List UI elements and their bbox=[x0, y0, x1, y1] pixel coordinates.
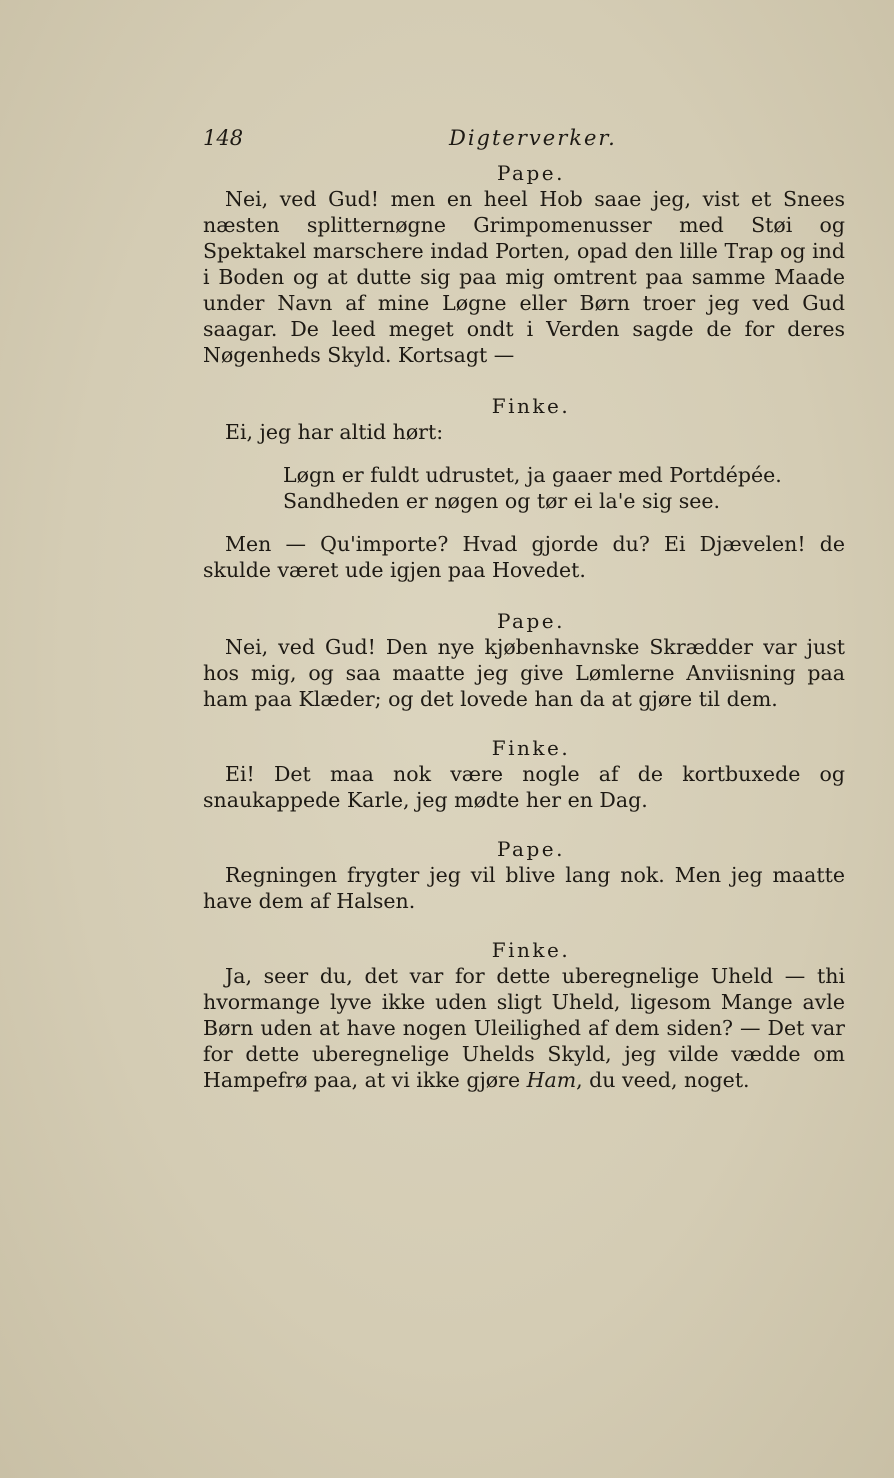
book-page bbox=[203, 126, 845, 1093]
speech-paragraph: Nei, ved Gud! men en heel Hob saae jeg, vist et Snees næsten splitternøgne Grimpomenusser med Støi og Spektakel marschere indad Porten, opad den lille Trap og ind i Boden og at dutte sig paa mig omtrent paa samme Maade under Navn af mine Løgne eller Børn troer jeg ved Gud saagar. De leed meget ondt i Verden sagde de for deres Nøgenheds Skyld. Kortsagt — bbox=[203, 187, 845, 367]
speech-italic-text: Ham bbox=[526, 1068, 577, 1092]
speech-text: , du veed, noget. bbox=[576, 1068, 750, 1092]
speaker-name: Pape. bbox=[497, 161, 565, 185]
running-title: Digterverker. bbox=[449, 126, 617, 150]
speech-paragraph: Ei! Det maa nok være nogle af de kortbuxede og snaukappede Karle, jeg mødte her en Dag. bbox=[203, 762, 845, 812]
running-head bbox=[203, 126, 845, 160]
verse-line: Løgn er fuldt udrustet, ja gaaer med Portdépée. bbox=[283, 463, 782, 487]
speech-paragraph: Regningen frygter jeg vil blive lang nok. Men jeg maatte have dem af Halsen. bbox=[203, 863, 845, 913]
speaker-name: Pape. bbox=[497, 837, 565, 861]
speaker-name: Finke. bbox=[491, 938, 571, 962]
speaker-name: Finke. bbox=[491, 394, 571, 418]
speech-paragraph: Nei, ved Gud! Den nye kjøbenhavnske Skrædder var just hos mig, og saa maatte jeg give Lømlerne Anviisning paa ham paa Klæder; og det lovede han da at gjøre til dem. bbox=[203, 635, 845, 711]
verse-line: Sandheden er nøgen og tør ei la'e sig see. bbox=[283, 489, 721, 513]
speaker-name: Finke. bbox=[491, 736, 571, 760]
speaker-name: Pape. bbox=[497, 609, 565, 633]
page-number: 148 bbox=[203, 126, 244, 150]
verse-quote bbox=[283, 462, 845, 514]
speech-text: Ja, seer du, det var for dette uberegnelige Uheld — thi hvormange lyve ikke uden sligt Uheld, ligesom Mange avle Børn uden at have nogen Uleilighed af dem siden? — Det var for dette uberegnelige Uhelds Skyld, jeg vilde vædde om Hampefrø paa, at vi ikke gjøre bbox=[203, 964, 845, 1092]
speech-paragraph: Men — Qu'importe? Hvad gjorde du? Ei Djævelen! de skulde været ude igjen paa Hovedet. bbox=[203, 532, 845, 582]
speech-paragraph bbox=[203, 963, 845, 1093]
speech-paragraph: Ei, jeg har altid hørt: bbox=[225, 420, 444, 444]
